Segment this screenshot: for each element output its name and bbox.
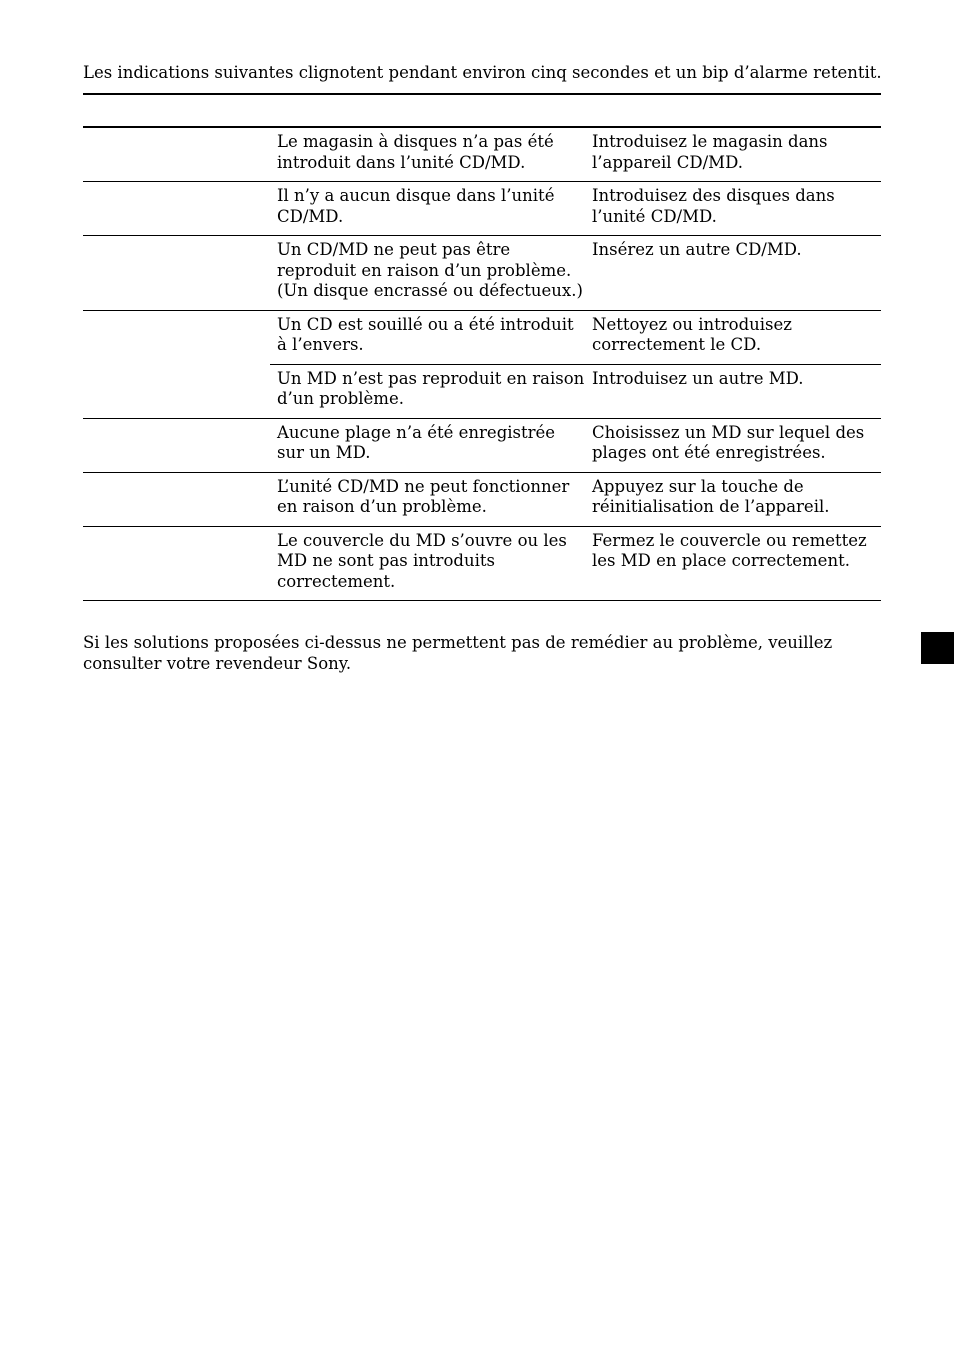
solution-cell: Fermez le couvercle ou remettez les MD en place correctement. xyxy=(585,526,881,601)
indication-cell xyxy=(83,310,270,418)
cause-cell: Il n’y a aucun disque dans l’unité CD/MD. xyxy=(270,182,585,236)
table-row xyxy=(83,310,881,364)
solution-cell: Insérez un autre CD/MD. xyxy=(585,236,881,311)
solution-cell: Introduisez un autre MD. xyxy=(585,364,881,418)
solution-cell: Introduisez des disques dans l’unité CD/MD. xyxy=(585,182,881,236)
intro-text: Les indications suivantes clignotent pendant environ cinq secondes et un bip d’alarme retentit. xyxy=(83,63,882,82)
table-row xyxy=(83,526,881,601)
cause-cell: Un CD/MD ne peut pas être reproduit en raison d’un problème. (Un disque encrassé ou défectueux.) xyxy=(270,236,585,311)
solution-cell: Appuyez sur la touche de réinitialisation de l’appareil. xyxy=(585,472,881,526)
top-rule xyxy=(83,93,881,95)
footer-note: Si les solutions proposées ci-dessus ne permettent pas de remédier au problème, veuillez consulter votre revendeur Sony. xyxy=(83,633,833,673)
error-table xyxy=(83,126,881,601)
table-row xyxy=(83,472,881,526)
table-row xyxy=(83,236,881,311)
cause-cell: L’unité CD/MD ne peut fonctionner en raison d’un problème. xyxy=(270,472,585,526)
indication-cell xyxy=(83,127,270,182)
cause-cell: Un MD n’est pas reproduit en raison d’un problème. xyxy=(270,364,585,418)
solution-cell: Nettoyez ou introduisez correctement le CD. xyxy=(585,310,881,364)
indication-cell xyxy=(83,236,270,311)
indication-cell xyxy=(83,182,270,236)
indication-cell xyxy=(83,472,270,526)
table-row xyxy=(83,182,881,236)
indication-cell xyxy=(83,526,270,601)
section-tab-marker xyxy=(921,632,954,664)
solution-cell: Choisissez un MD sur lequel des plages ont été enregistrées. xyxy=(585,418,881,472)
solution-cell: Introduisez le magasin dans l’appareil CD/MD. xyxy=(585,127,881,182)
cause-cell: Le couvercle du MD s’ouvre ou les MD ne sont pas introduits correctement. xyxy=(270,526,585,601)
table-row xyxy=(83,418,881,472)
cause-cell: Un CD est souillé ou a été introduit à l’envers. xyxy=(270,310,585,364)
indication-cell xyxy=(83,418,270,472)
cause-cell: Aucune plage n’a été enregistrée sur un MD. xyxy=(270,418,585,472)
cause-cell: Le magasin à disques n’a pas été introduit dans l’unité CD/MD. xyxy=(270,127,585,182)
table-row xyxy=(83,127,881,182)
